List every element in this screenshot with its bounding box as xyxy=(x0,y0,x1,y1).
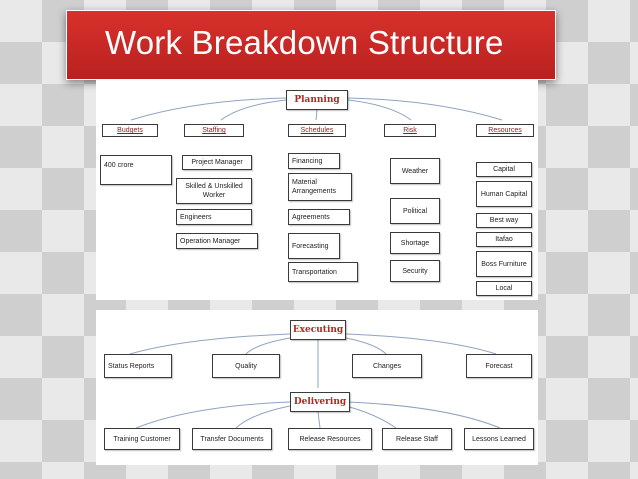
connector-schedules xyxy=(316,110,317,120)
delivering-item: Transfer Documents xyxy=(192,428,272,450)
planning-diagram xyxy=(96,80,538,300)
category-staffing: Staffing xyxy=(184,124,244,137)
delivering-node: Delivering xyxy=(290,392,350,412)
connector-risk xyxy=(348,100,411,120)
title-banner xyxy=(66,10,556,80)
connector-lessons xyxy=(346,402,500,428)
budgets-item: 400 crore xyxy=(100,155,172,185)
schedules-item: Agreements xyxy=(288,209,350,225)
schedules-item: Transportation xyxy=(288,262,358,282)
connector-staffing xyxy=(221,100,286,120)
connector-quality xyxy=(246,338,290,354)
connector-resources xyxy=(348,98,502,120)
planning-node: Planning xyxy=(286,90,348,110)
category-risk: Risk xyxy=(384,124,436,137)
executing-item: Changes xyxy=(352,354,422,378)
risk-item: Weather xyxy=(390,158,440,184)
category-budgets: Budgets xyxy=(102,124,158,137)
resources-item: Local xyxy=(476,281,532,296)
connector-training xyxy=(136,402,290,428)
schedules-item: Material Arrangements xyxy=(288,173,352,201)
executing-item: Status Reports xyxy=(104,354,172,378)
category-resources: Resources xyxy=(476,124,534,137)
connector-budgets xyxy=(131,98,286,120)
staffing-item: Operation Manager xyxy=(176,233,258,249)
resources-item: Boss Furniture xyxy=(476,251,532,277)
resources-item: Itafao xyxy=(476,232,532,247)
schedules-item: Forecasting xyxy=(288,233,340,259)
resources-item: Best way xyxy=(476,213,532,228)
delivering-item: Lessons Learned xyxy=(464,428,534,450)
delivering-item: Release Resources xyxy=(288,428,372,450)
connector-release-staff xyxy=(346,406,396,428)
connector-transfer xyxy=(236,406,290,428)
risk-item: Political xyxy=(390,198,440,224)
category-schedules: Schedules xyxy=(288,124,346,137)
delivering-item: Training Customer xyxy=(104,428,180,450)
resources-item: Human Capital xyxy=(476,181,532,207)
executing-item: Quality xyxy=(212,354,280,378)
slide-title: Work Breakdown Structure xyxy=(105,24,504,61)
connector-changes xyxy=(346,338,386,354)
staffing-item: Engineers xyxy=(176,209,252,225)
executing-item: Forecast xyxy=(466,354,532,378)
schedules-item: Financing xyxy=(288,153,340,169)
execution-diagram xyxy=(96,310,538,465)
resources-item: Capital xyxy=(476,162,532,177)
executing-node: Executing xyxy=(290,320,346,340)
staffing-item: Project Manager xyxy=(182,155,252,170)
risk-item: Shortage xyxy=(390,232,440,254)
connector-release-resources xyxy=(318,412,320,428)
staffing-item: Skilled & Unskilled Worker xyxy=(176,178,252,204)
risk-item: Security xyxy=(390,260,440,282)
delivering-item: Release Staff xyxy=(382,428,452,450)
